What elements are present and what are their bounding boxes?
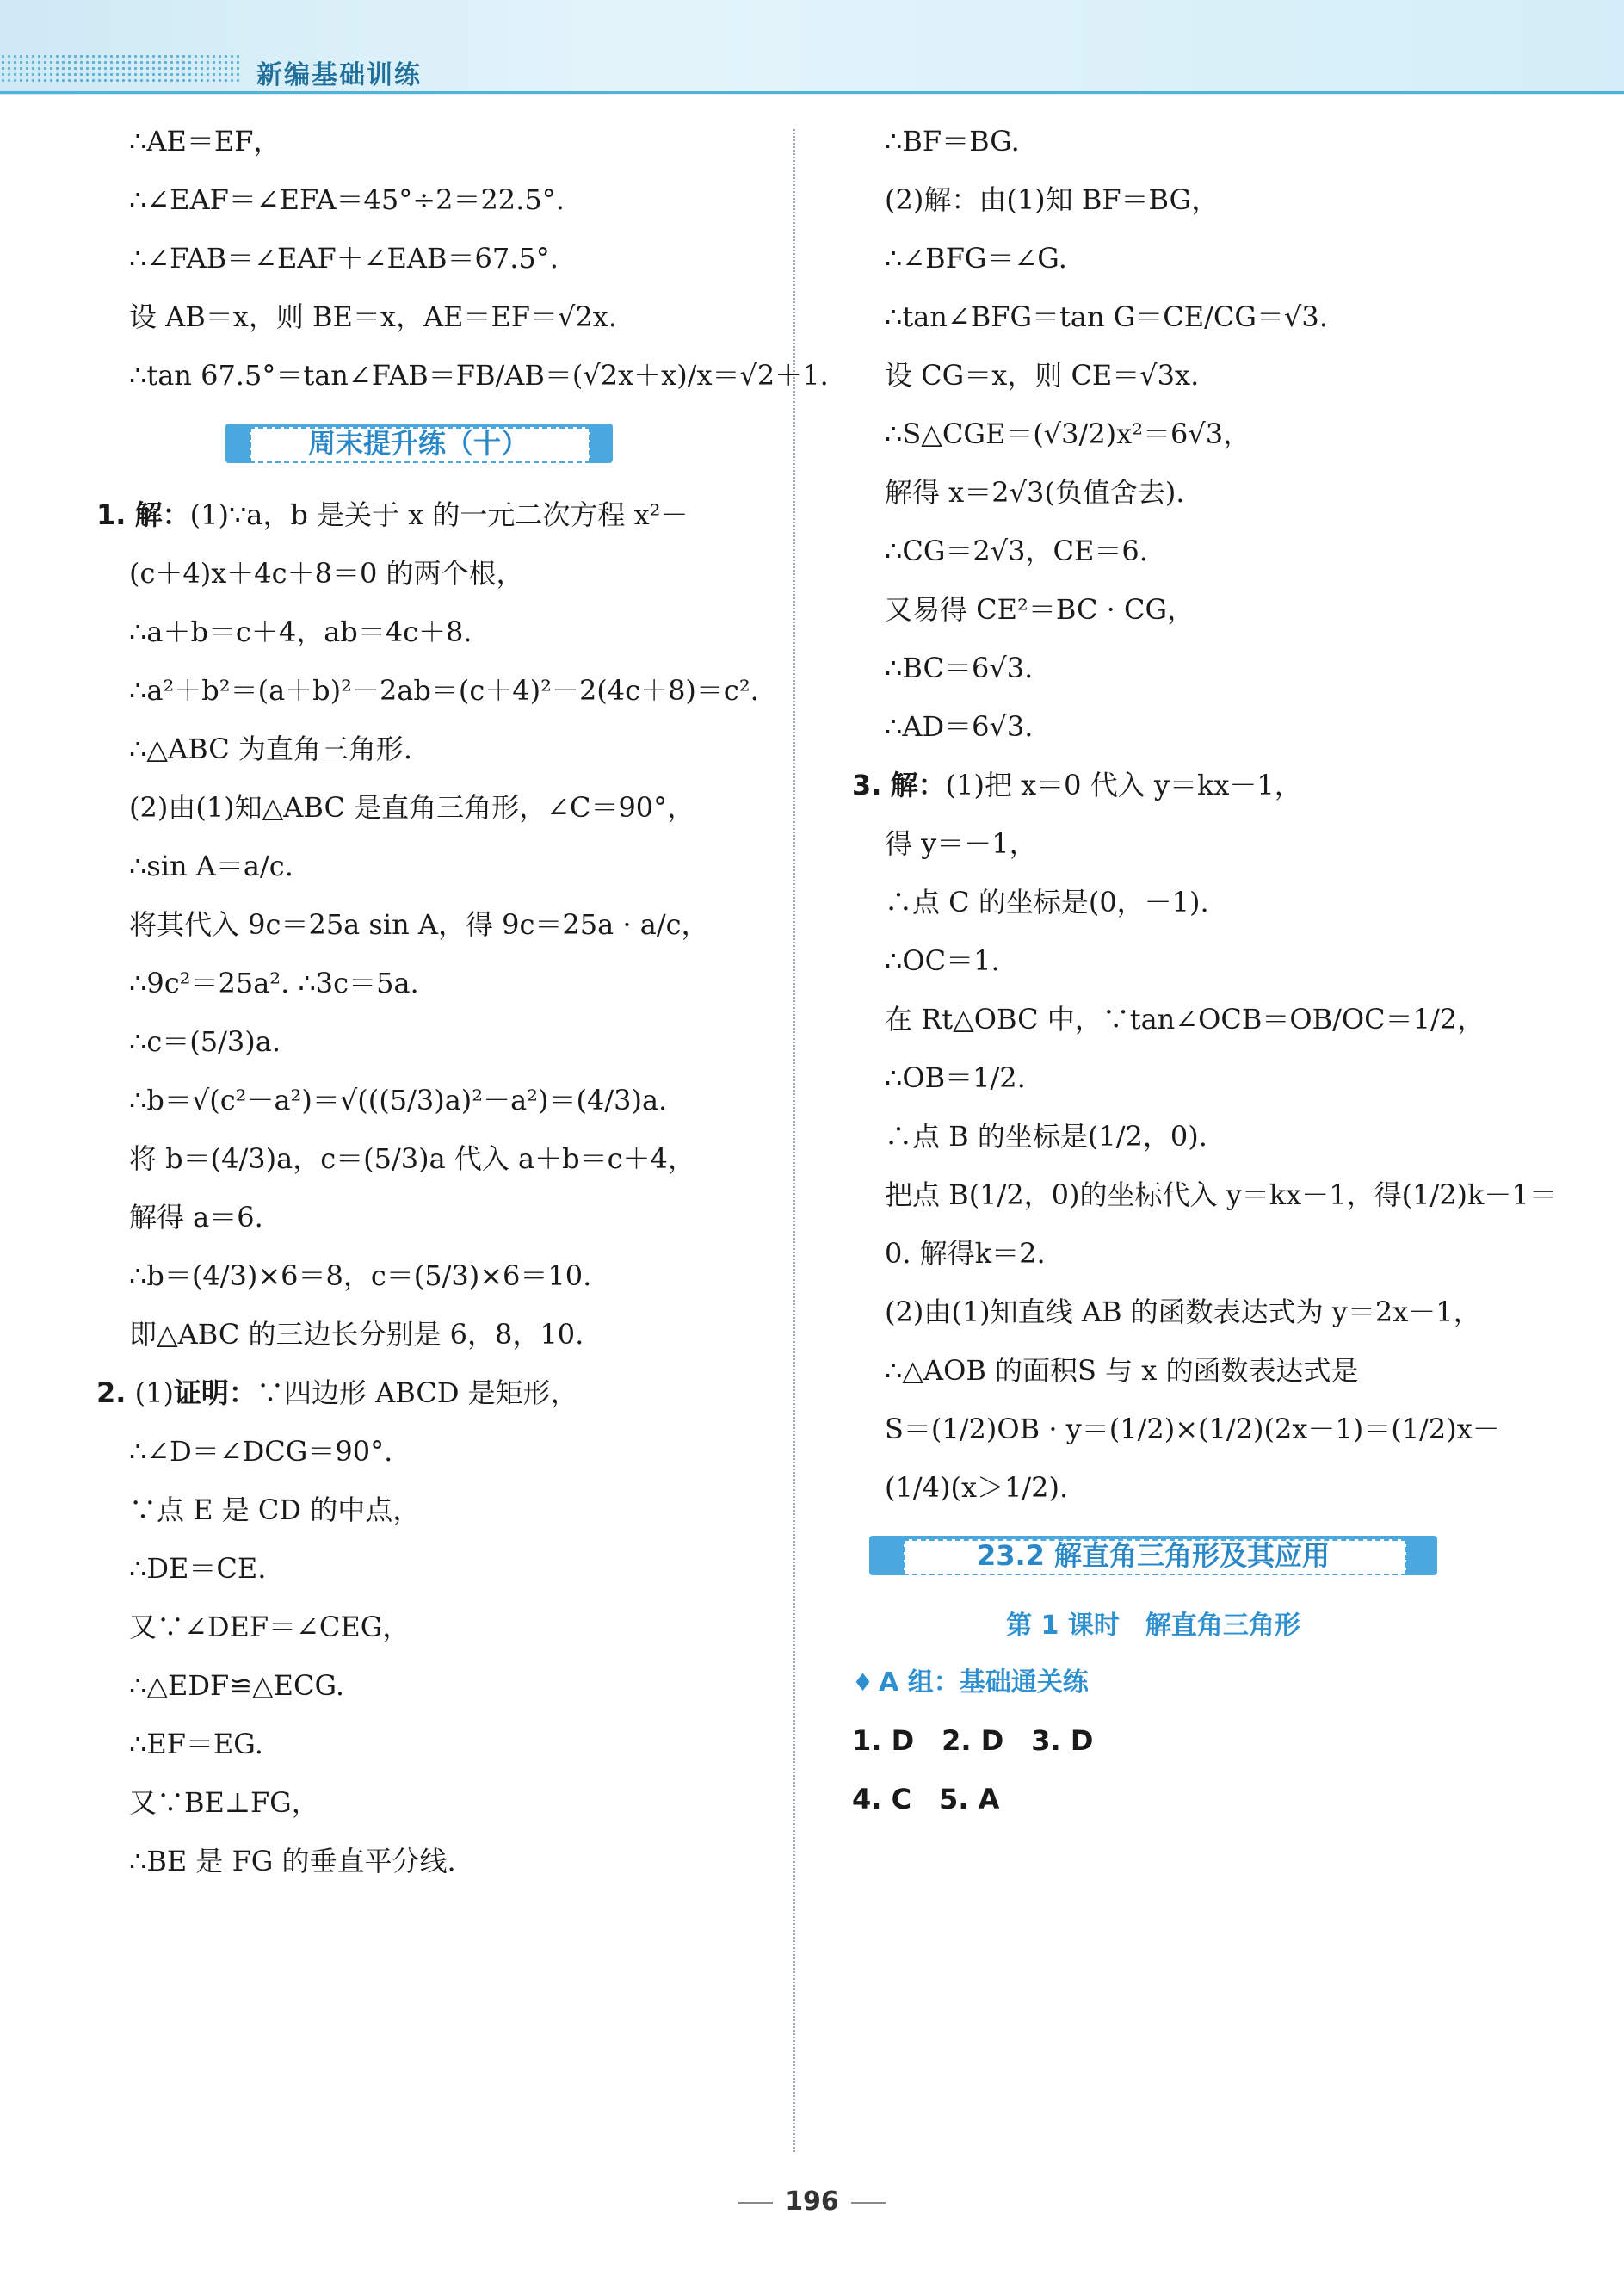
footer-dash [738,2202,773,2204]
header-dot-pattern [0,53,241,84]
solution-line: 设 AB＝x，则 BE＝x，AE＝EF＝√2x. [129,300,617,333]
solution-line: ∴sin A＝a/c. [129,850,293,882]
solution-line: 解得 x＝2√3(负值舍去). [885,476,1185,509]
problem-1-first-line [96,486,768,544]
section-banner-weekend [96,411,768,480]
page-footer [0,2186,1624,2217]
solution-line: ∴OC＝1. [885,944,1000,977]
problem-number: 3. [852,769,882,801]
solution-text: ∵四边形 ABCD 是矩形， [256,1376,578,1409]
solution-line: 即△ABC 的三边长分别是 6，8，10. [129,1318,584,1351]
solution-line: 把点 B(1/2，0)的坐标代入 y＝kx－1，得(1/2)k－1＝ [885,1178,1557,1211]
solution-line: ∴tan∠BFG＝tan G＝CE/CG＝√3. [885,300,1328,333]
solution-line: (2)解：由(1)知 BF＝BG， [885,183,1220,216]
solution-line: ∴a＋b＝c＋4，ab＝4c＋8. [129,615,472,648]
solution-line: ∴∠D＝∠DCG＝90°. [129,1435,393,1468]
group-title [852,1654,1541,1711]
solution-line: 解得 a＝6. [129,1201,263,1234]
problem-number: 2. [96,1376,127,1409]
solution-line: S＝(1/2)OB · y＝(1/2)×(1/2)(2x－1)＝(1/2)x－ [885,1413,1500,1445]
solution-line: 又∵∠DEF＝∠CEG， [129,1611,411,1643]
solution-line: (1/4)(x＞1/2). [885,1471,1069,1504]
column-divider [793,129,795,2152]
solution-line: 又易得 CE²＝BC · CG， [885,593,1195,626]
header-band [0,0,1624,95]
solution-line: ∴点 B 的坐标是(1/2，0). [885,1120,1207,1153]
solution-line: ∴∠BFG＝∠G. [885,242,1067,275]
solution-text: (1) [134,1376,174,1409]
solution-line: (2)由(1)知△ABC 是直角三角形，∠C＝90°， [129,791,695,824]
solution-line: ∴△ABC 为直角三角形. [129,733,413,765]
solution-line: ∴AD＝6√3. [885,710,1034,743]
problem-2-first-line [96,1364,768,1422]
solution-line: (c＋4)x＋4c＋8＝0 的两个根， [129,557,524,590]
solution-line: 0. 解得k＝2. [885,1237,1046,1270]
solution-line: 将 b＝(4/3)a，c＝(5/3)a 代入 a＋b＝c＋4， [129,1142,695,1175]
solution-line: ∴BF＝BG. [885,125,1020,158]
solution-line: ∴DE＝CE. [129,1552,267,1585]
solution-text: (1)∵a，b 是关于 x 的一元二次方程 x²－ [189,498,689,531]
solution-line: 又∵BE⊥FG， [129,1786,319,1819]
solution-line: ∴∠FAB＝∠EAF＋∠EAB＝67.5°. [129,242,559,275]
solution-line: ∴9c²＝25a². ∴3c＝5a. [129,967,419,999]
header-title: 新编基础训练 [256,60,422,90]
header-rule [0,91,1624,94]
proof-label: 证明： [173,1376,256,1409]
section-title: 23.2 解直角三角形及其应用 [976,1539,1331,1572]
solution-line: ∴EF＝EG. [129,1728,263,1760]
solution-line: ∴AE＝EF， [129,125,281,158]
solution-line: ∴△EDF≌△ECG. [129,1669,345,1702]
solution-line: ∴BC＝6√3. [885,652,1034,684]
solution-line: ∴S△CGE＝(√3/2)x²＝6√3， [885,417,1251,450]
solution-line: 得 y＝－1， [885,827,1037,860]
solution-line: ∴OB＝1/2. [885,1061,1026,1094]
page-number: 196 [785,2186,839,2217]
solution-label: 解： [890,769,946,801]
left-column [96,112,829,1890]
solution-line: ∴△AOB 的面积S 与 x 的函数表达式是 [885,1354,1359,1387]
solution-line: ∵点 E 是 CD 的中点， [129,1494,421,1526]
answer-line: 4. C 5. A [852,1783,1000,1815]
solution-line: ∴点 C 的坐标是(0，－1). [885,886,1209,918]
section-banner-23-2 [852,1524,1541,1593]
problem-number: 1. [96,498,127,531]
solution-line: ∴a²＋b²＝(a＋b)²－2ab＝(c＋4)²－2(4c＋8)＝c². [129,674,759,707]
diamond-icon: ♦ [852,1668,874,1697]
answer-line: 1. D 2. D 3. D [852,1724,1094,1757]
solution-line: ∴BE 是 FG 的垂直平分线. [129,1845,456,1877]
solution-line: ∴b＝(4/3)×6＝8，c＝(5/3)×6＝10. [129,1259,592,1292]
problem-3-first-line [852,756,1541,814]
solution-line: 在 Rt△OBC 中，∵tan∠OCB＝OB/OC＝1/2， [885,1003,1485,1036]
solution-label: 解： [134,498,190,531]
footer-dash [851,2202,886,2204]
solution-line: ∴CG＝2√3，CE＝6. [885,535,1148,567]
lesson-title: 第 1 课时 解直角三角形 [1006,1611,1300,1641]
section-title: 周末提升练（十） [307,427,528,460]
solution-text: (1)把 x＝0 代入 y＝kx－1， [945,769,1302,801]
solution-line: ∴tan 67.5°＝tan∠FAB＝FB/AB＝(√2x＋x)/x＝√2＋1. [129,359,829,392]
group-title-text: A 组：基础通关练 [879,1667,1089,1698]
solution-line: 将其代入 9c＝25a sin A，得 9c＝25a · a/c， [129,908,709,941]
solution-line: ∴c＝(5/3)a. [129,1025,281,1058]
solution-line: ∴b＝√(c²－a²)＝√(((5/3)a)²－a²)＝(4/3)a. [129,1084,668,1116]
solution-line: 设 CG＝x，则 CE＝√3x. [885,359,1200,392]
solution-line: (2)由(1)知直线 AB 的函数表达式为 y＝2x－1， [885,1296,1481,1328]
solution-line: ∴∠EAF＝∠EFA＝45°÷2＝22.5°. [129,183,565,216]
right-column [852,112,1557,1828]
